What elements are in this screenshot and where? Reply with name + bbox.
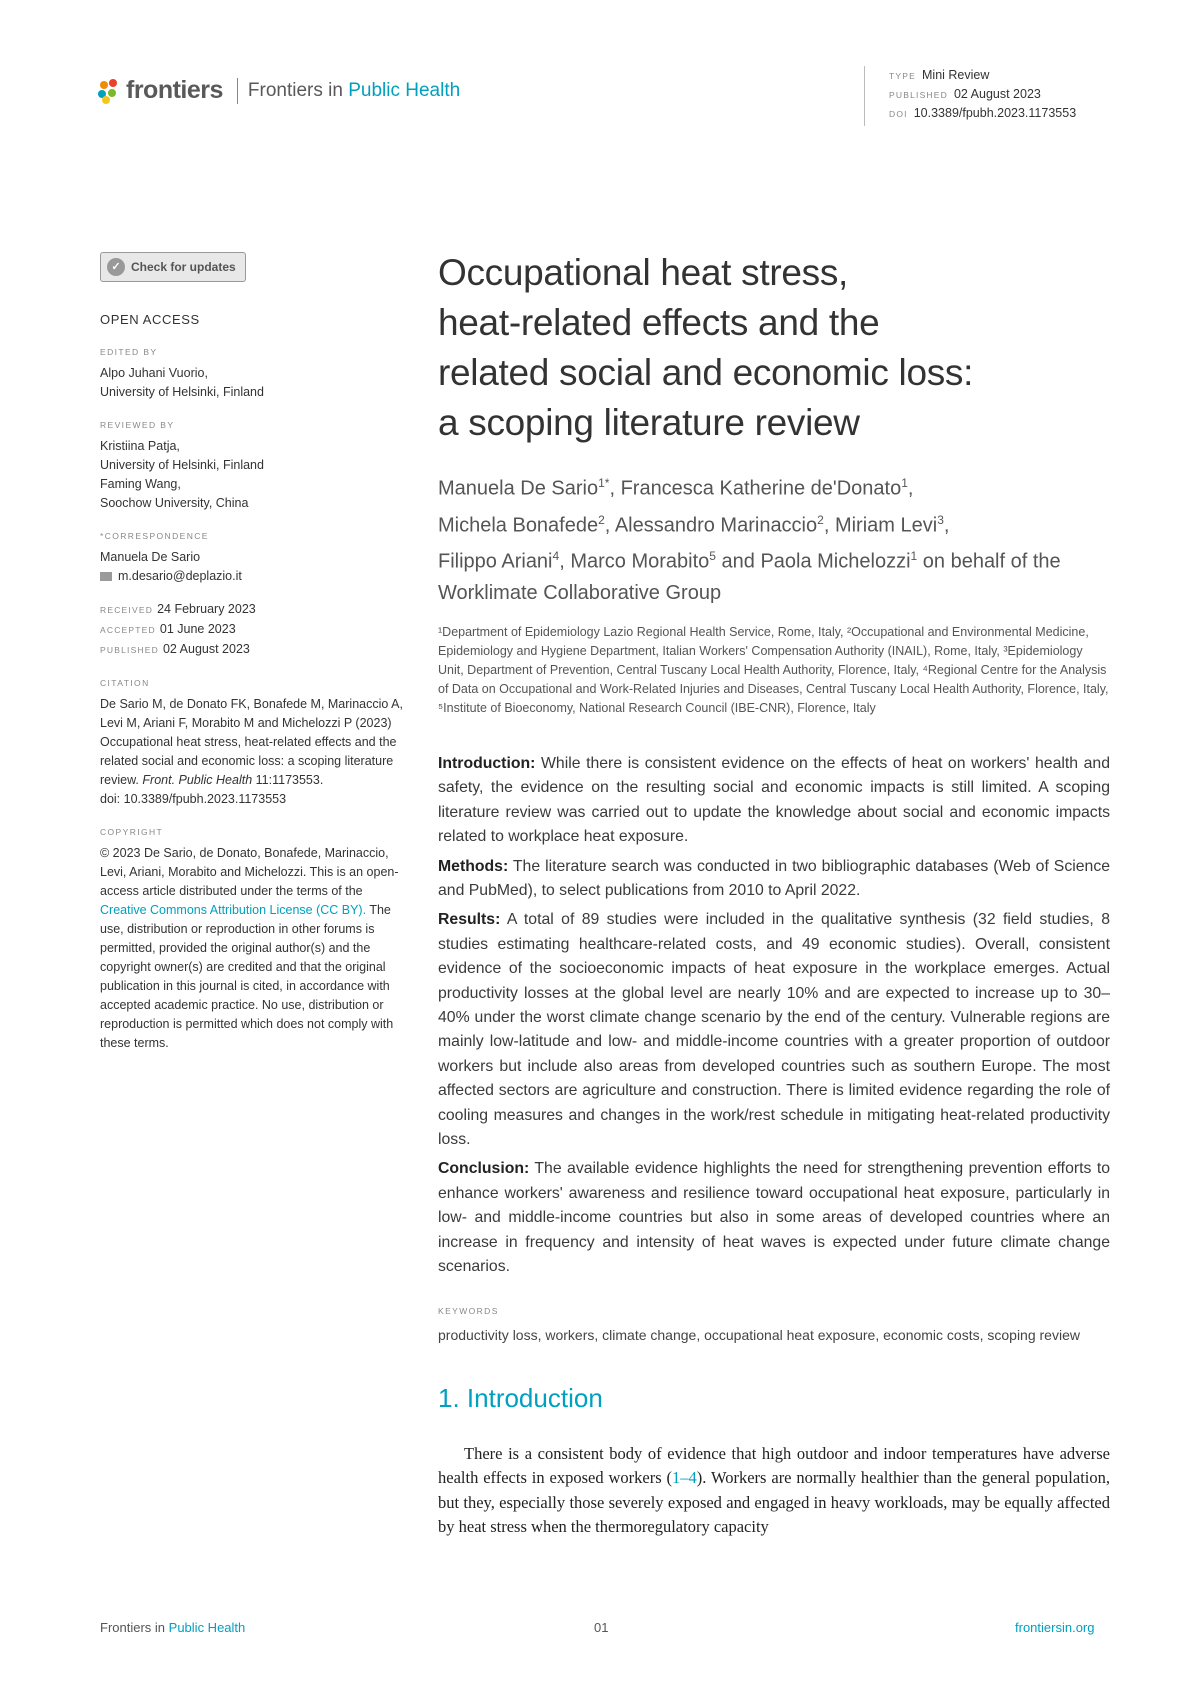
introduction-paragraph: There is a consistent body of evidence that high outdoor and indoor temperatures have adverse health effects in exposed workers (1–4). Workers are normally healthier than the general population, but they, especially those severely exposed and engaged in heavy workloads, may be equally affected by heat stress when the thermoregulatory capacity xyxy=(438,1443,1110,1536)
reviewed-by-label: REVIEWED BY xyxy=(100,420,175,430)
keywords-list: productivity loss, workers, climate change, occupational heat exposure, economic costs, scoping review xyxy=(438,1326,1080,1343)
section-heading-introduction: 1. Introduction xyxy=(438,1382,603,1413)
reference-link[interactable]: 1–4 xyxy=(672,1468,697,1487)
correspondence-email[interactable]: m.desario@deplazio.it xyxy=(100,567,410,586)
logo-divider xyxy=(237,78,238,104)
abstract-introduction: Introduction: While there is consistent evidence on the effects of heat on workers' health and safety, the evidence on the resulting social and economic impacts is still limited. A scoping literature review was carried out to update the knowledge about social and economic impacts related to workplace heat exposure. xyxy=(438,754,1111,846)
citation-text: De Sario M, de Donato FK, Bonafede M, Marinaccio A, Levi M, Ariani F, Morabito M and Michelozzi P (2023) Occupational heat stress, heat-related effects and the related social and economic loss: a scoping literature review. Front. Public Health 11:1173553. doi: 10.3389/fpubh.2023.1173553 xyxy=(100,697,403,806)
abstract-results: Results: A total of 89 studies were included in the qualitative synthesis (32 field studies, 8 studies estimating healthcare-related costs, and 49 economic studies). Overall, consistent evidence of the socioeconomic impacts of heat exposure in the workplace emerges. Actual productivity losses at the global level are nearly 10% and are expected to increase up to 30–40% under the worst climate change scenario by the end of the century. Vulnerable regions are mainly low-latitude and low- and middle-income countries with a greater proportion of outdoor workers but include also areas from developed countries such as southern Europe. The most affected sectors are agriculture and construction. There is limited evidence regarding the role of cooling measures and changes in the work/rest schedule in mitigating heat-related productivity loss. xyxy=(438,911,1110,1149)
keywords-label: KEYWORDS xyxy=(438,1305,499,1316)
editor-name: Alpo Juhani Vuorio, xyxy=(100,366,208,380)
meta-published: PUBLISHED 02 August 2023 xyxy=(889,87,1041,101)
meta-doi[interactable]: DOI 10.3389/fpubh.2023.1173553 xyxy=(889,106,1077,120)
accepted-date: ACCEPTED 01 June 2023 xyxy=(100,622,236,636)
check-for-updates-button[interactable]: ✓ Check for updates xyxy=(100,252,246,282)
abstract-methods: Methods: The literature search was conducted in two bibliographic databases (Web of Science and PubMed), to select publications from 2010 to April 2022. xyxy=(438,857,1111,899)
reviewer-affiliation: Soochow University, China xyxy=(100,496,249,510)
article-meta xyxy=(864,66,1076,126)
copyright-label: COPYRIGHT xyxy=(100,827,164,837)
mail-icon xyxy=(100,572,112,581)
sidebar xyxy=(100,252,410,1053)
frontiers-logo[interactable] xyxy=(98,76,460,105)
editor-affiliation: University of Helsinki, Finland xyxy=(100,385,264,399)
received-date: RECEIVED 24 February 2023 xyxy=(100,602,256,616)
published-date: PUBLISHED 02 August 2023 xyxy=(100,642,250,656)
main-column xyxy=(438,248,1110,1540)
brand-name: frontiers xyxy=(126,76,223,104)
affiliations: ¹Department of Epidemiology Lazio Regional Health Service, Rome, Italy, ²Occupational and Environmental Medicine, Epidemiology and Hygiene Department, Italian Workers' Compensation Authority (INAIL), Rome, Italy, ³Epidemiology Unit, Department of Prevention, Central Tuscany Local Health Authority, Florence, Italy, ⁴Regional Centre for the Analysis of Data on Occupational and Work-Related Injuries and Diseases, Central Tuscany Local Health Authority, Florence, Italy, ⁵Institute of Bioeconomy, National Research Council (IBE-CNR), Florence, Italy xyxy=(438,624,1109,715)
article-title: Occupational heat stress, heat-related effects and the related social and economic loss: a scoping literature review xyxy=(438,252,974,443)
open-access-label: OPEN ACCESS xyxy=(100,312,200,327)
dates-block xyxy=(100,600,410,660)
reviewer-name: Faming Wang, xyxy=(100,477,181,491)
correspondence-name: Manuela De Sario xyxy=(100,550,201,564)
journal-name: Frontiers in Public Health xyxy=(247,79,461,101)
reviewer-name: Kristiina Patja, xyxy=(100,439,180,453)
cc-by-license-link[interactable]: Creative Commons Attribution License (CC BY). xyxy=(100,903,367,917)
reviewer-affiliation: University of Helsinki, Finland xyxy=(100,458,264,472)
meta-type: TYPE Mini Review xyxy=(889,68,990,82)
author-list: Manuela De Sario$^{1*}$, Francesca Katherine de'Donato$^1$, Michela Bonafede$^2$, Alessandro Marinaccio$^2$, Miriam Levi$^3$, Filippo Ariani$^4$, Marco Morabito$^5$ and Paola Michelozzi$^1$ on behalf of the Worklimate Collaborative Group xyxy=(438,476,1061,604)
abstract-conclusion: Conclusion: The available evidence highlights the need for strengthening prevention efforts to enhance workers' awareness and resilience toward occupational heat exposure, particularly in low- and middle-income countries but also in some areas of developed countries where an increase in frequency and intensity of heat waves is expected under future climate change scenarios. xyxy=(438,1160,1110,1276)
abstract xyxy=(438,752,1110,1280)
footer-site-link[interactable]: frontiersin.org xyxy=(1015,1620,1095,1635)
citation-label: CITATION xyxy=(100,678,150,688)
correspondence-label: *CORRESPONDENCE xyxy=(100,531,209,541)
page-number: 01 xyxy=(594,1620,609,1635)
copyright-text: © 2023 De Sario, de Donato, Bonafede, Marinaccio, Levi, Ariani, Morabito and Michelozzi. This is an open-access article distributed under the terms of the Creative Commons Attribution License (CC BY). The use, distribution or reproduction in other forums is permitted, provided the original author(s) and the copyright owner(s) are credited and that the original publication in this journal is cited, in accordance with accepted academic practice. No use, distribution or reproduction is permitted which does not comply with these terms. xyxy=(100,846,399,1050)
check-updates-icon: ✓ xyxy=(107,258,125,276)
frontiers-logo-icon xyxy=(98,79,122,103)
edited-by-label: EDITED BY xyxy=(100,347,158,357)
footer-journal: Frontiers in Public Health xyxy=(100,1620,246,1635)
